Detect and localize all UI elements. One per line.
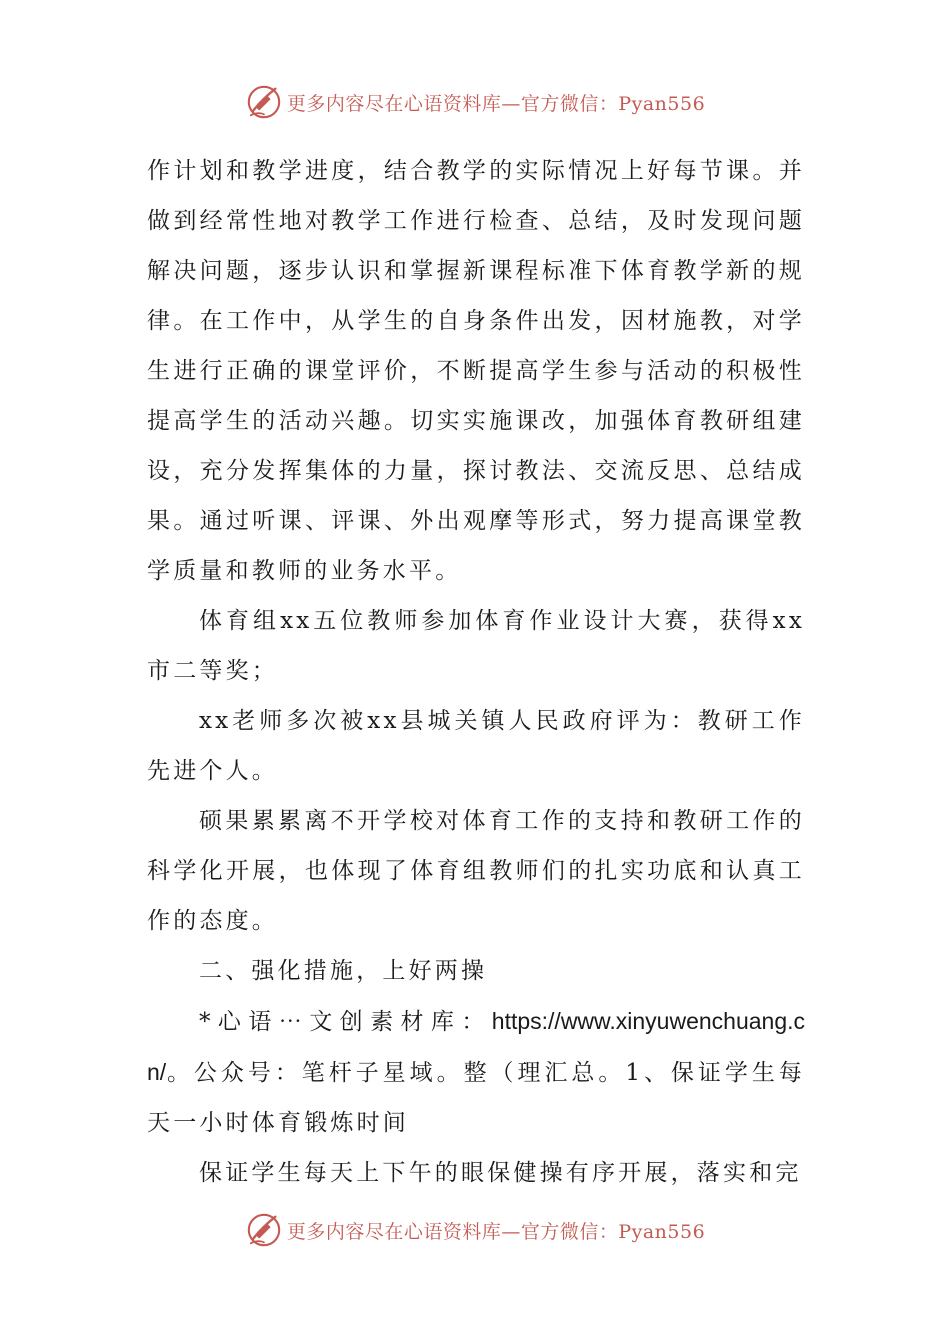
section-heading-two-exercises: 二、强化措施，上好两操: [199, 958, 488, 984]
header-banner-text: 更多内容尽在心语资料库—官方微信：Pyan556: [286, 92, 706, 115]
footer-banner-text: 更多内容尽在心语资料库—官方微信：Pyan556: [286, 1220, 706, 1243]
footer-watermark-banner: [0, 1210, 950, 1250]
paragraph-achievements: 硕果累累离不开学校对体育工作的支持和教研工作的科学化开展，也体现了体育组教师们的扎实功底和认真工作的态度。: [147, 808, 805, 934]
paragraph-eye-exercises: 保证学生每天上下午的眼保健操有序开展，落实和完: [199, 1160, 802, 1186]
paragraph-watermark-notice: [147, 996, 805, 1148]
header-watermark-banner: [0, 82, 950, 122]
paragraph-advanced-individual: xx老师多次被xx县城关镇人民政府评为：教研工作先进个人。: [147, 708, 805, 784]
watermark-suffix: 。公众号：笔杆子星域。整（理汇总。1、保证学生每天一小时体育锻炼时间: [147, 1060, 805, 1136]
pen-circle-icon: [245, 1211, 283, 1249]
paragraph-teaching-plan: 作计划和教学进度，结合教学的实际情况上好每节课。并做到经常性地对教学工作进行检查、总结，及时发现问题解决问题，逐步认识和掌握新课程标准下体育教学新的规律。在工作中，从学生的自身条件出发，因材施教，对学生进行正确的课堂评价，不断提高学生参与活动的积极性提高学生的活动兴趣。切实实施课改，加强体育教研组建设，充分发挥集体的力量，探讨教法、交流反思、总结成果。通过听课、评课、外出观摩等形式，努力提高课堂教学质量和教师的业务水平。: [147, 158, 805, 584]
pen-circle-icon: [245, 83, 283, 121]
watermark-url: https://www.xinyuwenchuang.cn/: [147, 1008, 805, 1085]
document-body: [147, 146, 805, 1198]
paragraph-design-contest: 体育组xx五位教师参加体育作业设计大赛，获得xx市二等奖；: [147, 608, 805, 684]
watermark-prefix: *心语⋯文创素材库：: [199, 1009, 492, 1035]
